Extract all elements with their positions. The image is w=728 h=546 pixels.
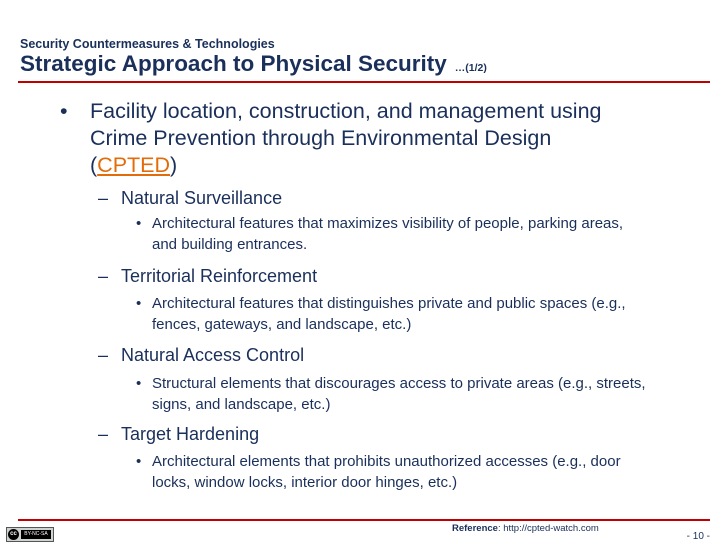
slide-title: Strategic Approach to Physical Security [20, 51, 447, 76]
dash-marker: – [98, 188, 109, 208]
sub-item-label: Natural Surveillance [121, 188, 283, 208]
sub-item-heading [98, 187, 681, 209]
sub-item-detail-text: Architectural features that distinguishes private and public spaces (e.g., fences, gateways, and landscape, etc.) [152, 295, 626, 333]
dot-marker: • [136, 295, 142, 312]
license-terms: BY-NC-SA [21, 530, 51, 539]
cc-logo-icon: cc [8, 529, 19, 540]
dash-marker: – [98, 424, 109, 444]
sub-item-detail-text: Architectural elements that prohibits unauthorized accesses (e.g., door locks, window locks, interior door hinges, etc.) [152, 453, 621, 491]
bullet-marker: • [60, 99, 68, 123]
section-subtitle: Security Countermeasures & Technologies [20, 37, 275, 51]
sub-item-detail [136, 452, 652, 493]
cpted-link[interactable]: CPTED [97, 153, 171, 177]
sub-item-label: Natural Access Control [121, 345, 305, 365]
sub-item-detail [136, 294, 652, 335]
sub-item-label: Territorial Reinforcement [121, 266, 318, 286]
creative-commons-badge[interactable] [6, 527, 54, 542]
sub-item-detail [136, 374, 652, 415]
page-part-indicator: …(1/2) [454, 62, 487, 74]
reference-note [452, 523, 599, 534]
intro-text: Facility location, construction, and management using Crime Prevention through Environmental Design ( [90, 99, 602, 177]
sub-item-heading [98, 344, 681, 366]
main-bullet [60, 98, 630, 179]
sub-item-label: Target Hardening [121, 424, 260, 444]
sub-item-detail [136, 214, 652, 255]
dash-marker: – [98, 345, 109, 365]
dot-marker: • [136, 453, 142, 470]
title-row [20, 51, 708, 77]
sub-item-heading [98, 423, 681, 445]
dot-marker: • [136, 215, 142, 232]
page-number: - 10 - [686, 531, 710, 542]
top-divider [18, 81, 710, 83]
bottom-divider [18, 519, 710, 521]
reference-sep: : [497, 523, 504, 534]
dot-marker: • [136, 375, 142, 392]
reference-label: Reference [452, 523, 498, 534]
sub-item-detail-text: Architectural features that maximizes visibility of people, parking areas, and building entrances. [152, 215, 624, 253]
sub-item-heading [98, 265, 681, 287]
sub-item-detail-text: Structural elements that discourages access to private areas (e.g., streets, signs, and landscape, etc.) [152, 375, 646, 413]
reference-url[interactable]: http://cpted-watch.com [503, 523, 599, 534]
intro-suffix: ) [170, 153, 178, 177]
dash-marker: – [98, 266, 109, 286]
